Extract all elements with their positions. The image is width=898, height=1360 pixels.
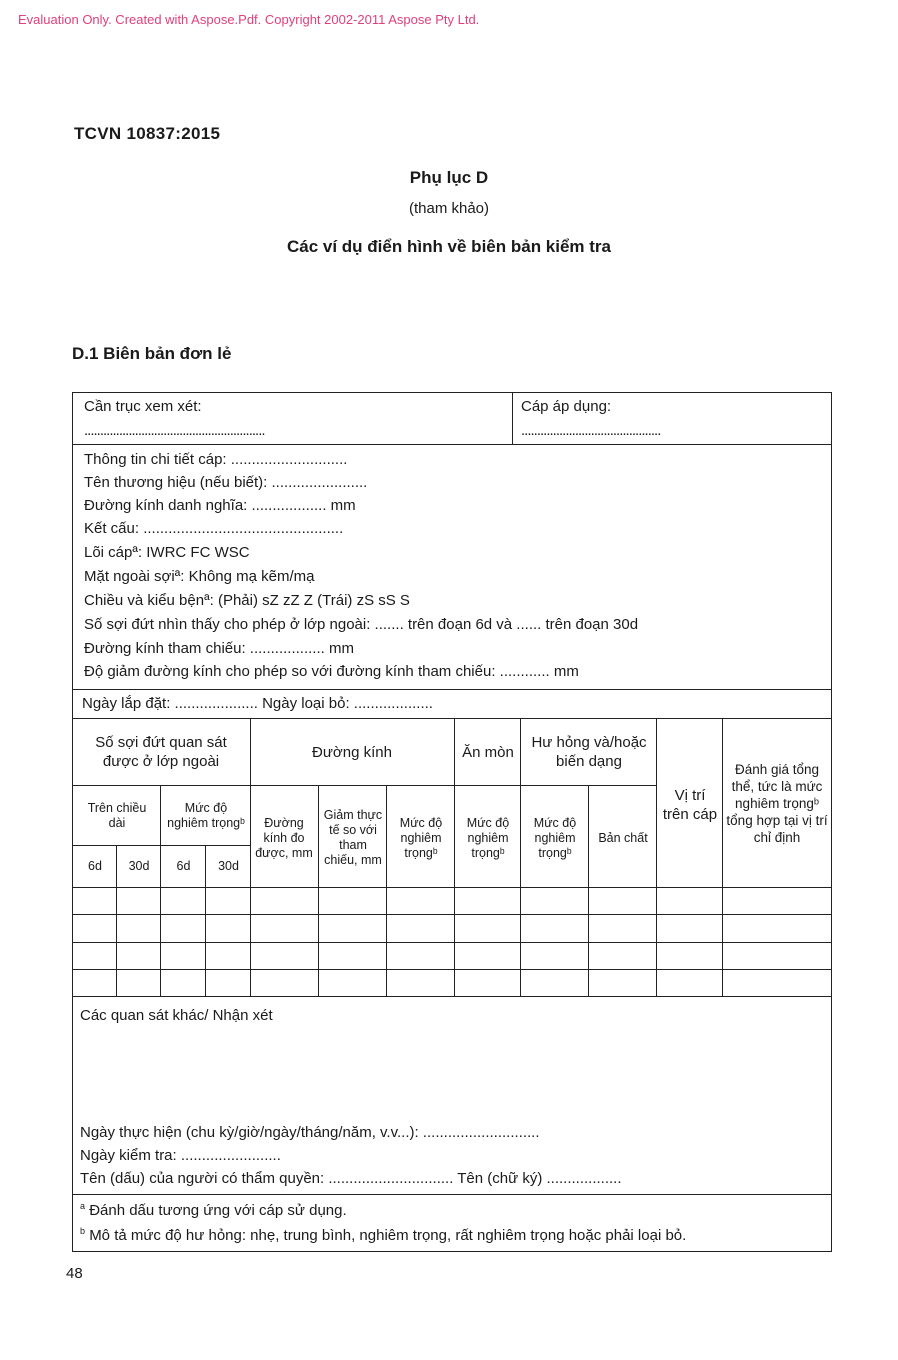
grid-line — [318, 785, 319, 996]
cable-detail: Thông tin chi tiết cáp: ............................ — [84, 451, 348, 468]
header-length: Trên chiều dài — [87, 801, 147, 830]
divider — [72, 718, 832, 719]
grid-line — [72, 785, 656, 786]
construction: Kết cấu: ................................................ — [84, 520, 344, 537]
grid-line — [722, 718, 723, 996]
footnote-b-text: Mô tả mức độ hư hỏng: nhẹ, trung bình, nghiêm trọng, rất nghiêm trọng hoặc phải loại bỏ. — [89, 1227, 687, 1244]
check-date: Ngày kiểm tra: ........................ — [80, 1147, 281, 1164]
header-measured-diameter: Đường kính đo được, mm — [255, 815, 313, 860]
grid-line — [72, 969, 832, 970]
cable-applied-field[interactable]: ............................................ — [521, 422, 661, 439]
divider — [72, 444, 832, 445]
header-severity-broken: Mức độ nghiêm trọngᵇ — [167, 801, 245, 830]
header-severity-corrosion: Mức độ nghiêm trọngᵇ — [466, 815, 510, 860]
annex-heading: Các ví dụ điển hình về biên bản kiểm tra — [286, 237, 612, 256]
header-broken-wires: Số sợi đứt quan sát được ở lớp ngoài — [95, 734, 227, 770]
header-severity-damage: Mức độ nghiêm trọngᵇ — [533, 815, 577, 860]
footnote-a-text: Đánh dấu tương ứng với cáp sử dụng. — [89, 1202, 347, 1219]
header-30d: 30d — [218, 858, 239, 873]
cable-core: Lõi cápª: IWRC FC WSC — [84, 544, 250, 561]
grid-line — [454, 718, 455, 996]
divider — [72, 689, 832, 690]
reference-diameter: Đường kính tham chiếu: .................. mm — [84, 640, 354, 657]
header-position: Vị trí trên cáp — [662, 787, 718, 823]
page-number: 48 — [66, 1265, 83, 1282]
allowed-broken-wires: Số sợi đứt nhìn thấy cho phép ở lớp ngoài: ....... trên đoạn 6d và ...... trên đoạn 30d — [84, 616, 639, 633]
standard-code: TCVN 10837:2015 — [74, 124, 221, 143]
grid-line — [72, 996, 832, 997]
grid-line — [588, 785, 589, 996]
cable-applied-label: Cáp áp dụng: — [521, 398, 612, 415]
crane-field[interactable]: ......................................................... — [84, 422, 265, 439]
grid-line — [250, 718, 251, 996]
crane-label: Cần trục xem xét: — [84, 398, 202, 415]
header-diameter: Đường kính — [312, 743, 392, 761]
header-6d: 6d — [176, 858, 191, 873]
wire-surface: Mặt ngoài sợiª: Không mạ kẽm/mạ — [84, 568, 315, 585]
authorized-signer: Tên (dấu) của người có thẩm quyền: .............................. Tên (chữ ký) .................. — [80, 1170, 622, 1187]
grid-line — [72, 914, 832, 915]
divider — [512, 392, 513, 444]
grid-line — [160, 785, 161, 996]
grid-line — [72, 942, 832, 943]
grid-line — [520, 718, 521, 996]
footnote-b: $^b$ Mô tả mức độ hư hỏng: nhẹ, trung bình, nghiêm trọng, rất nghiêm trọng hoặc phải loại bỏ. — [80, 1226, 687, 1244]
header-6d: 6d — [88, 858, 102, 873]
header-30d: 30d — [128, 858, 150, 873]
header-severity-diameter: Mức độ nghiêm trọngᵇ — [399, 815, 443, 860]
grid-line — [72, 887, 832, 888]
grid-line — [386, 785, 387, 996]
watermark: Evaluation Only. Created with Aspose.Pdf. Copyright 2002-2011 Aspose Pty Ltd. — [18, 12, 480, 27]
grid-line — [72, 845, 250, 846]
header-corrosion: Ăn mòn — [462, 743, 514, 761]
grid-line — [656, 718, 657, 996]
annex-note: (tham khảo) — [408, 200, 490, 217]
header-damage: Hư hỏng và/hoặc biến dạng — [531, 734, 647, 770]
header-overall: Đánh giá tổng thể, tức là mức nghiêm trọngᵇ tổng hợp tại vị trí chỉ định — [726, 761, 828, 845]
execution-date: Ngày thực hiện (chu kỳ/giờ/ngày/tháng/năm, v.v...): ............................ — [80, 1124, 540, 1141]
brand-name: Tên thương hiệu (nếu biết): ....................... — [84, 474, 368, 491]
lay-type: Chiều và kiểu bệnª: (Phải) sZ zZ Z (Trái) zS sS S — [84, 592, 410, 609]
footnote-a: $^a$ Đánh dấu tương ứng với cáp sử dụng. — [80, 1201, 347, 1219]
other-observations-label: Các quan sát khác/ Nhận xét — [80, 1007, 273, 1024]
grid-line — [116, 845, 117, 996]
nominal-diameter: Đường kính danh nghĩa: .................. mm — [84, 497, 356, 514]
section-heading: D.1 Biên bản đơn lẻ — [72, 344, 232, 363]
annex-title: Phụ lục D — [409, 168, 489, 187]
divider — [72, 1194, 832, 1195]
diameter-reduction: Độ giảm đường kính cho phép so với đường kính tham chiếu: ............ mm — [84, 663, 579, 680]
install-date: Ngày lắp đặt: .................... Ngày loại bỏ: ................... — [82, 695, 433, 712]
header-nature: Bản chất — [598, 830, 648, 845]
grid-line — [205, 845, 206, 996]
header-actual-reduction: Giảm thực tế so với tham chiếu, mm — [323, 808, 383, 867]
